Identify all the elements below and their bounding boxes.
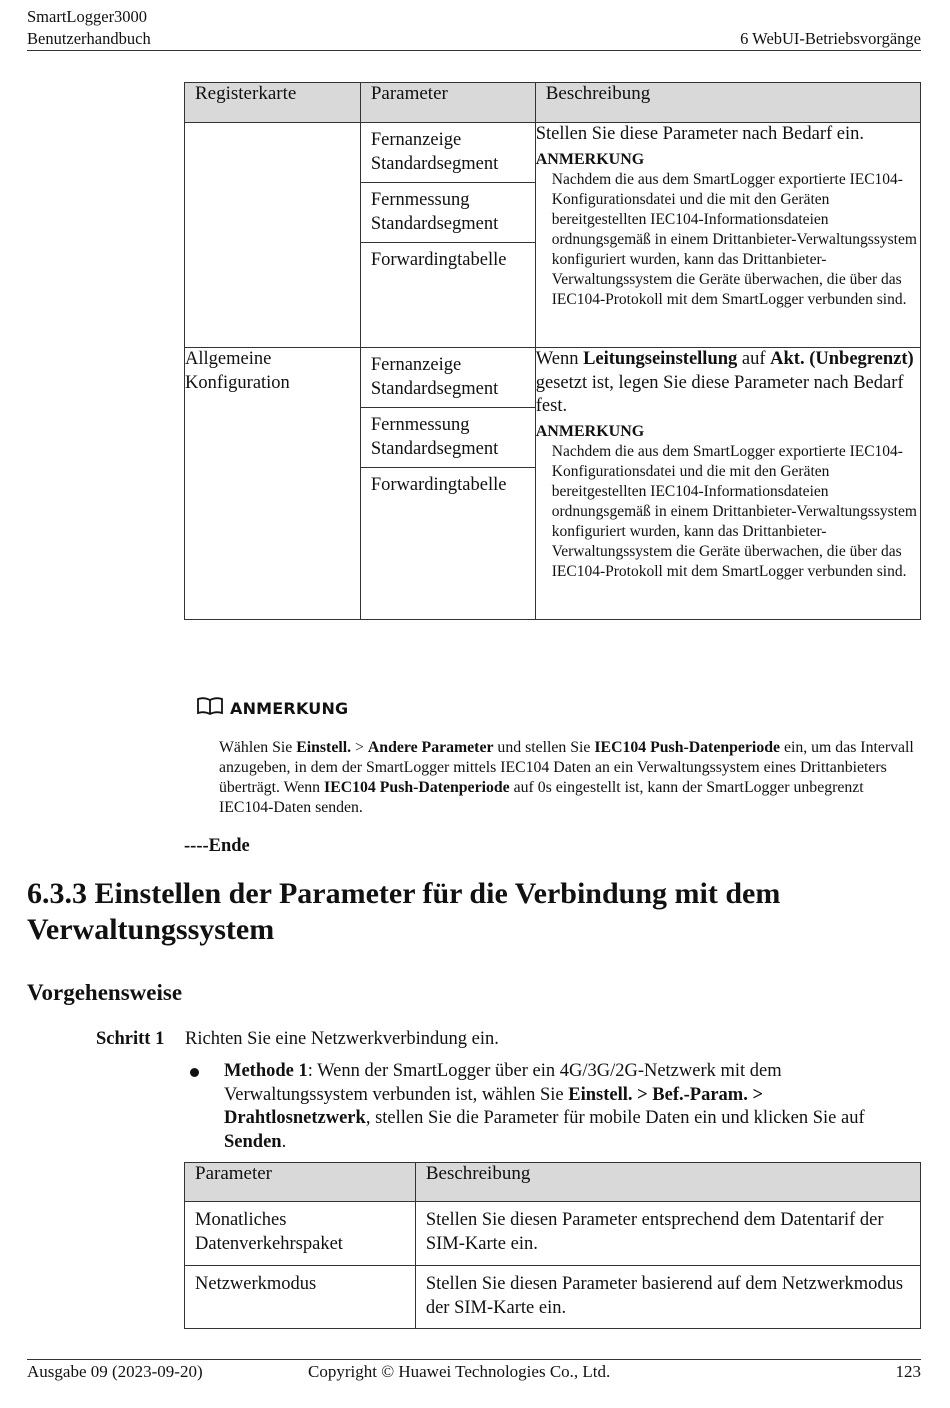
menu-path: Einstell. > Bef.-Param. > Drahtlosnetzwerk bbox=[224, 1084, 763, 1128]
description-cell: Stellen Sie diesen Parameter entsprechend dem Datentarif der SIM-Karte ein. bbox=[415, 1202, 920, 1266]
description-cell: Stellen Sie diesen Parameter basierend auf dem Netzwerkmodus der SIM-Karte ein. bbox=[415, 1266, 920, 1329]
text-run: , stellen Sie die Parameter für mobile Daten ein und klicken Sie auf bbox=[365, 1108, 865, 1128]
parameter-table-1 bbox=[184, 82, 921, 620]
footer-copyright: Copyright © Huawei Technologies Co., Ltd. bbox=[308, 1362, 611, 1381]
parameter-item: Forwardingtabelle bbox=[370, 250, 507, 270]
parameter-item: Fernmessung Standardsegment bbox=[361, 408, 535, 468]
text-run: und stellen Sie bbox=[493, 739, 595, 756]
tab-cell: Allgemeine Konfiguration bbox=[185, 348, 361, 620]
method-label: Methode 1 bbox=[224, 1061, 308, 1081]
column-header-parameter: Parameter bbox=[185, 1163, 416, 1202]
table-header-row bbox=[185, 1163, 921, 1202]
header-divider bbox=[27, 50, 921, 51]
menu-path: Andere Parameter bbox=[367, 739, 494, 756]
parameter-item: Forwardingtabelle bbox=[370, 475, 507, 495]
column-header-description: Beschreibung bbox=[415, 1163, 920, 1202]
table-row bbox=[185, 1266, 921, 1329]
header-product: SmartLogger3000 bbox=[27, 7, 148, 26]
menu-path: Einstell. bbox=[296, 739, 352, 756]
page-number: 123 bbox=[895, 1362, 921, 1381]
note-text: Nachdem die aus dem SmartLogger exportierte IEC104-Konfigurationsdatei und die mit den Geräten bereitgestellten IEC104-Informationsdateien ordnungsgemäß in einem Drittanbieter-Verwaltungssystem konfiguriert wurden, kann das Drittanbieter-Verwaltungssystem die Geräte überwachen, die über das IEC104-Protokoll mit dem SmartLogger verbunden sind. bbox=[551, 442, 917, 580]
table-row bbox=[185, 348, 921, 620]
description-text: Stellen Sie diese Parameter nach Bedarf ein. bbox=[535, 124, 864, 144]
parameter-item: Fernanzeige Standardsegment bbox=[361, 123, 535, 183]
column-header-description: Beschreibung bbox=[535, 83, 920, 123]
button-reference: Senden bbox=[224, 1131, 282, 1152]
parameter-table-2 bbox=[184, 1162, 921, 1329]
text-run: auf bbox=[737, 349, 771, 369]
header-chapter: 6 WebUI-Betriebsvorgänge bbox=[740, 29, 921, 48]
column-header-parameter: Parameter bbox=[360, 83, 535, 123]
column-header-tab: Registerkarte bbox=[185, 83, 361, 123]
footer-edition: Ausgabe 09 (2023-09-20) bbox=[27, 1362, 203, 1381]
text-run: Wählen Sie bbox=[219, 739, 297, 756]
text-run: gesetzt ist, legen Sie diese Parameter nach Bedarf fest. bbox=[535, 372, 904, 416]
table-row bbox=[185, 123, 921, 348]
table-header-row bbox=[185, 83, 921, 123]
parameter-cell bbox=[360, 348, 535, 620]
header-manual: Benutzerhandbuch bbox=[27, 29, 151, 48]
description-cell bbox=[535, 123, 920, 348]
note-title: ANMERKUNG bbox=[535, 422, 645, 440]
bullet-icon bbox=[190, 1068, 199, 1077]
note-text: Nachdem die aus dem SmartLogger exportierte IEC104-Konfigurationsdatei und die mit den Geräten bereitgestellten IEC104-Informationsdateien ordnungsgemäß in einem Drittanbieter-Verwaltungssystem konfiguriert wurden, kann das Drittanbieter-Verwaltungssystem die Geräte überwachen, die über das IEC104-Protokoll mit dem SmartLogger verbunden sind. bbox=[551, 170, 917, 308]
subsection-heading: Vorgehensweise bbox=[27, 980, 183, 1005]
step-text: Richten Sie eine Netzwerkverbindung ein. bbox=[185, 1029, 499, 1049]
footer-divider bbox=[27, 1359, 921, 1360]
text-run: Wenn bbox=[535, 349, 584, 369]
tab-cell bbox=[185, 123, 361, 348]
text-run: > bbox=[351, 739, 368, 756]
end-marker: ----Ende bbox=[184, 836, 250, 856]
text-run: ein, um das Intervall anzugeben, in dem der SmartLogger mittels IEC104 Daten an ein Verwaltungssystem eines Drittanbieters überträgt. Wenn bbox=[219, 739, 914, 796]
note-title: ANMERKUNG bbox=[535, 150, 645, 168]
bold-term: Leitungseinstellung bbox=[583, 349, 738, 369]
description-text bbox=[536, 348, 920, 419]
parameter-item: Fernanzeige Standardsegment bbox=[361, 348, 535, 408]
parameter-cell: Monatliches Datenverkehrspaket bbox=[185, 1202, 416, 1266]
method-bullet-text bbox=[224, 1060, 914, 1154]
text-run: auf 0s eingestellt ist, kann der SmartLogger unbegrenzt IEC104-Daten senden. bbox=[219, 779, 864, 816]
bold-term: Akt. (Unbegrenzt) bbox=[770, 349, 914, 369]
note-body bbox=[219, 738, 919, 818]
table-row bbox=[185, 1202, 921, 1266]
parameter-name: IEC104 Push-Datenperiode bbox=[594, 739, 781, 756]
description-cell bbox=[535, 348, 920, 620]
parameter-name: IEC104 Push-Datenperiode bbox=[324, 779, 510, 796]
text-run: . bbox=[281, 1131, 287, 1152]
parameter-cell: Netzwerkmodus bbox=[185, 1266, 416, 1329]
parameter-item: Fernmessung Standardsegment bbox=[361, 183, 535, 243]
text-run: : Wenn der SmartLogger über ein 4G/3G/2G-Netzwerk mit dem Verwaltungssystem verbunden ist, wählen Sie bbox=[224, 1061, 782, 1105]
step-label: Schritt 1 bbox=[96, 1029, 165, 1049]
note-heading-text: ANMERKUNG bbox=[230, 698, 349, 718]
note-heading bbox=[196, 696, 348, 720]
parameter-cell bbox=[360, 123, 535, 348]
page-header-left bbox=[27, 6, 151, 50]
book-icon bbox=[196, 696, 224, 720]
section-heading: 6.3.3 Einstellen der Parameter für die Verbindung mit dem Verwaltungssystem bbox=[27, 877, 781, 946]
